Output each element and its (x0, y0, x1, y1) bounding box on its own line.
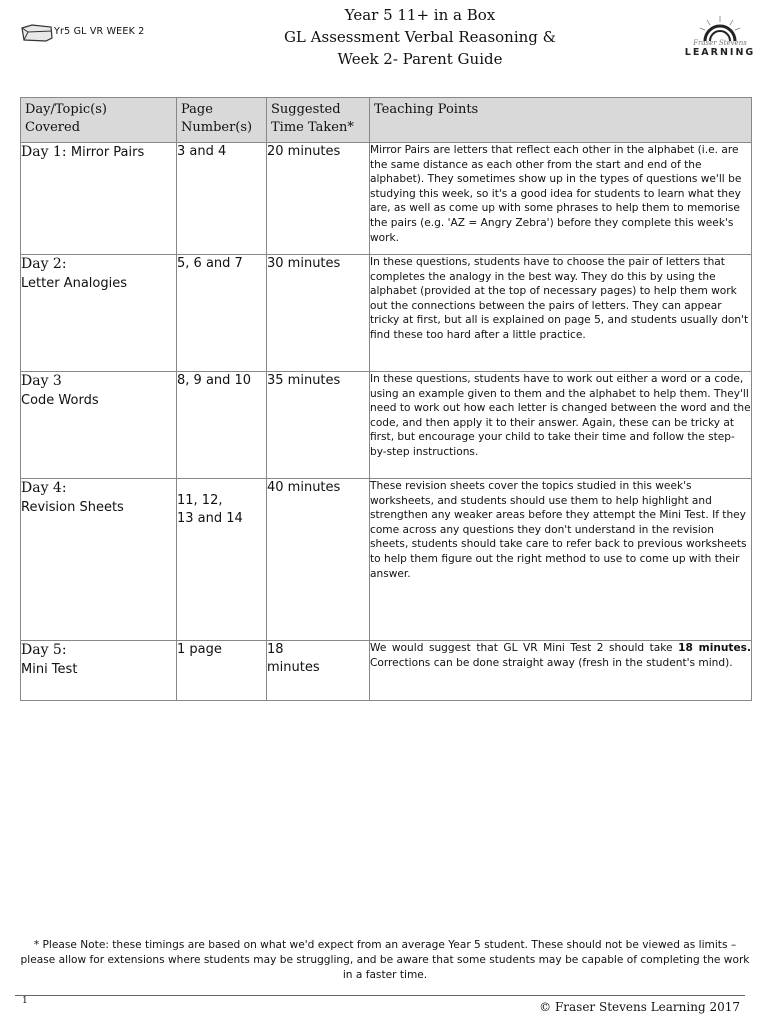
day-label: Day 2: (21, 256, 67, 272)
table-row (21, 143, 752, 255)
pages-cell: 5, 6 and 7 (177, 255, 267, 372)
day-cell (21, 372, 177, 479)
page-title (200, 4, 640, 70)
table-row (21, 641, 752, 701)
day-label: Day 3 (21, 373, 62, 389)
time-cell: 40 minutes (267, 479, 370, 641)
teaching-points-cell: Mirror Pairs are letters that reflect each other in the alphabet (i.e. are the same distance as each other from the start and end of the alphabet). They sometimes show up in the types of questions we'll be studying this week, so it's a good idea for students to learn what they are, as well as come up with some phrases to help them to memorise the pairs (e.g. 'AZ = Angry Zebra') before they complete this week's work. (370, 143, 752, 255)
tag-label: Yr5 GL VR WEEK 2 (54, 26, 145, 37)
day-label: Day 4: (21, 480, 67, 496)
time-cell: 20 minutes (267, 143, 370, 255)
sunrise-icon (695, 14, 745, 42)
table-row (21, 479, 752, 641)
day-cell (21, 255, 177, 372)
header-day-topic-line2: Covered (25, 120, 81, 135)
table-header-row (21, 98, 752, 143)
pages-cell: 1 page (177, 641, 267, 701)
timing-footnote: * Please Note: these timings are based on what we'd expect from an average Year 5 student. These should not be viewed as limits – please allow for extensions where students may be struggling, and be aware that some students may be capable of completing the work in a faster time. (20, 939, 750, 981)
pages-cell: 8, 9 and 10 (177, 372, 267, 479)
header-page-line1: Page (181, 102, 213, 117)
teaching-points-cell (370, 641, 752, 701)
logo-name: Fraser Stevens (693, 39, 747, 47)
folder-icon (20, 22, 54, 44)
topic-label: Letter Analogies (21, 276, 127, 291)
title-line-2: GL Assessment Verbal Reasoning & (283, 28, 557, 46)
header-day-topic-line1: Day/Topic(s) (25, 102, 107, 117)
header-time-line1: Suggested (271, 102, 341, 117)
time-line2: minutes (267, 660, 320, 675)
fraser-stevens-logo (682, 14, 758, 64)
header-page-line2: Number(s) (181, 120, 253, 135)
text-post: Corrections can be done straight away (fresh in the student's mind). (370, 656, 733, 669)
day-label: Day 1: (21, 144, 67, 160)
page-number: 1 (22, 996, 28, 1006)
day-cell (21, 479, 177, 641)
copyright-notice: © Fraser Stevens Learning 2017 (539, 1000, 740, 1014)
teaching-points-cell: These revision sheets cover the topics studied in this week's worksheets, and students should use them to help highlight and strengthen any weaker areas before they attempt the Mini Test. If they come across any questions they don't understand in the revision sheets, students should take care to refer back to previous worksheets to help them figure out the right method to use to come up with their answer. (370, 479, 752, 641)
topic-label: Code Words (21, 393, 99, 408)
pages-line2: 13 and 14 (177, 511, 243, 526)
worksheet-tag (20, 22, 180, 44)
text-pre: We would suggest that GL VR Mini Test 2 should take (370, 642, 679, 654)
time-line1: 18 (267, 642, 284, 657)
table-row (21, 255, 752, 372)
time-cell: 30 minutes (267, 255, 370, 372)
teaching-points-cell: In these questions, students have to work out either a word or a code, using an example given to them and the alphabet to help them. They'll need to work out how each letter is changed between the word and the code, and then apply it to their answer. Again, these can be tricky at first, but encourage your child to take their time and follow the step-by-step instructions. (370, 372, 752, 479)
parent-guide-table (20, 97, 752, 701)
topic-label: Mini Test (21, 662, 78, 677)
teaching-points-cell: In these questions, students have to choose the pair of letters that completes the analogy in the best way. They do this by using the alphabet (provided at the top of necessary pages) to help them work out the connections between the pairs of letters. They can appear tricky at first, but all is explained on page 5, and students usually don't find these too hard after a little practice. (370, 255, 752, 372)
pages-cell (177, 479, 267, 641)
title-line-1: Year 5 11+ in a Box (344, 6, 496, 24)
header-teaching-points (370, 98, 752, 143)
header-suggested-time (267, 98, 370, 143)
header-teaching-label: Teaching Points (374, 102, 479, 117)
table-row (21, 372, 752, 479)
pages-cell: 3 and 4 (177, 143, 267, 255)
day-cell (21, 641, 177, 701)
header-day-topic (21, 98, 177, 143)
time-cell: 35 minutes (267, 372, 370, 479)
time-cell (267, 641, 370, 701)
logo-word: LEARNING (684, 47, 756, 58)
header-page-numbers (177, 98, 267, 143)
header-time-line2: Time Taken* (271, 120, 354, 135)
topic-label: Mirror Pairs (70, 145, 145, 160)
day-label: Day 5: (21, 642, 67, 658)
text-bold: 18 minutes. (678, 642, 752, 654)
pages-line1: 11, 12, (177, 493, 223, 508)
topic-label: Revision Sheets (21, 500, 124, 515)
footer-divider (15, 995, 745, 996)
title-line-3: Week 2- Parent Guide (337, 50, 503, 68)
day-cell (21, 143, 177, 255)
